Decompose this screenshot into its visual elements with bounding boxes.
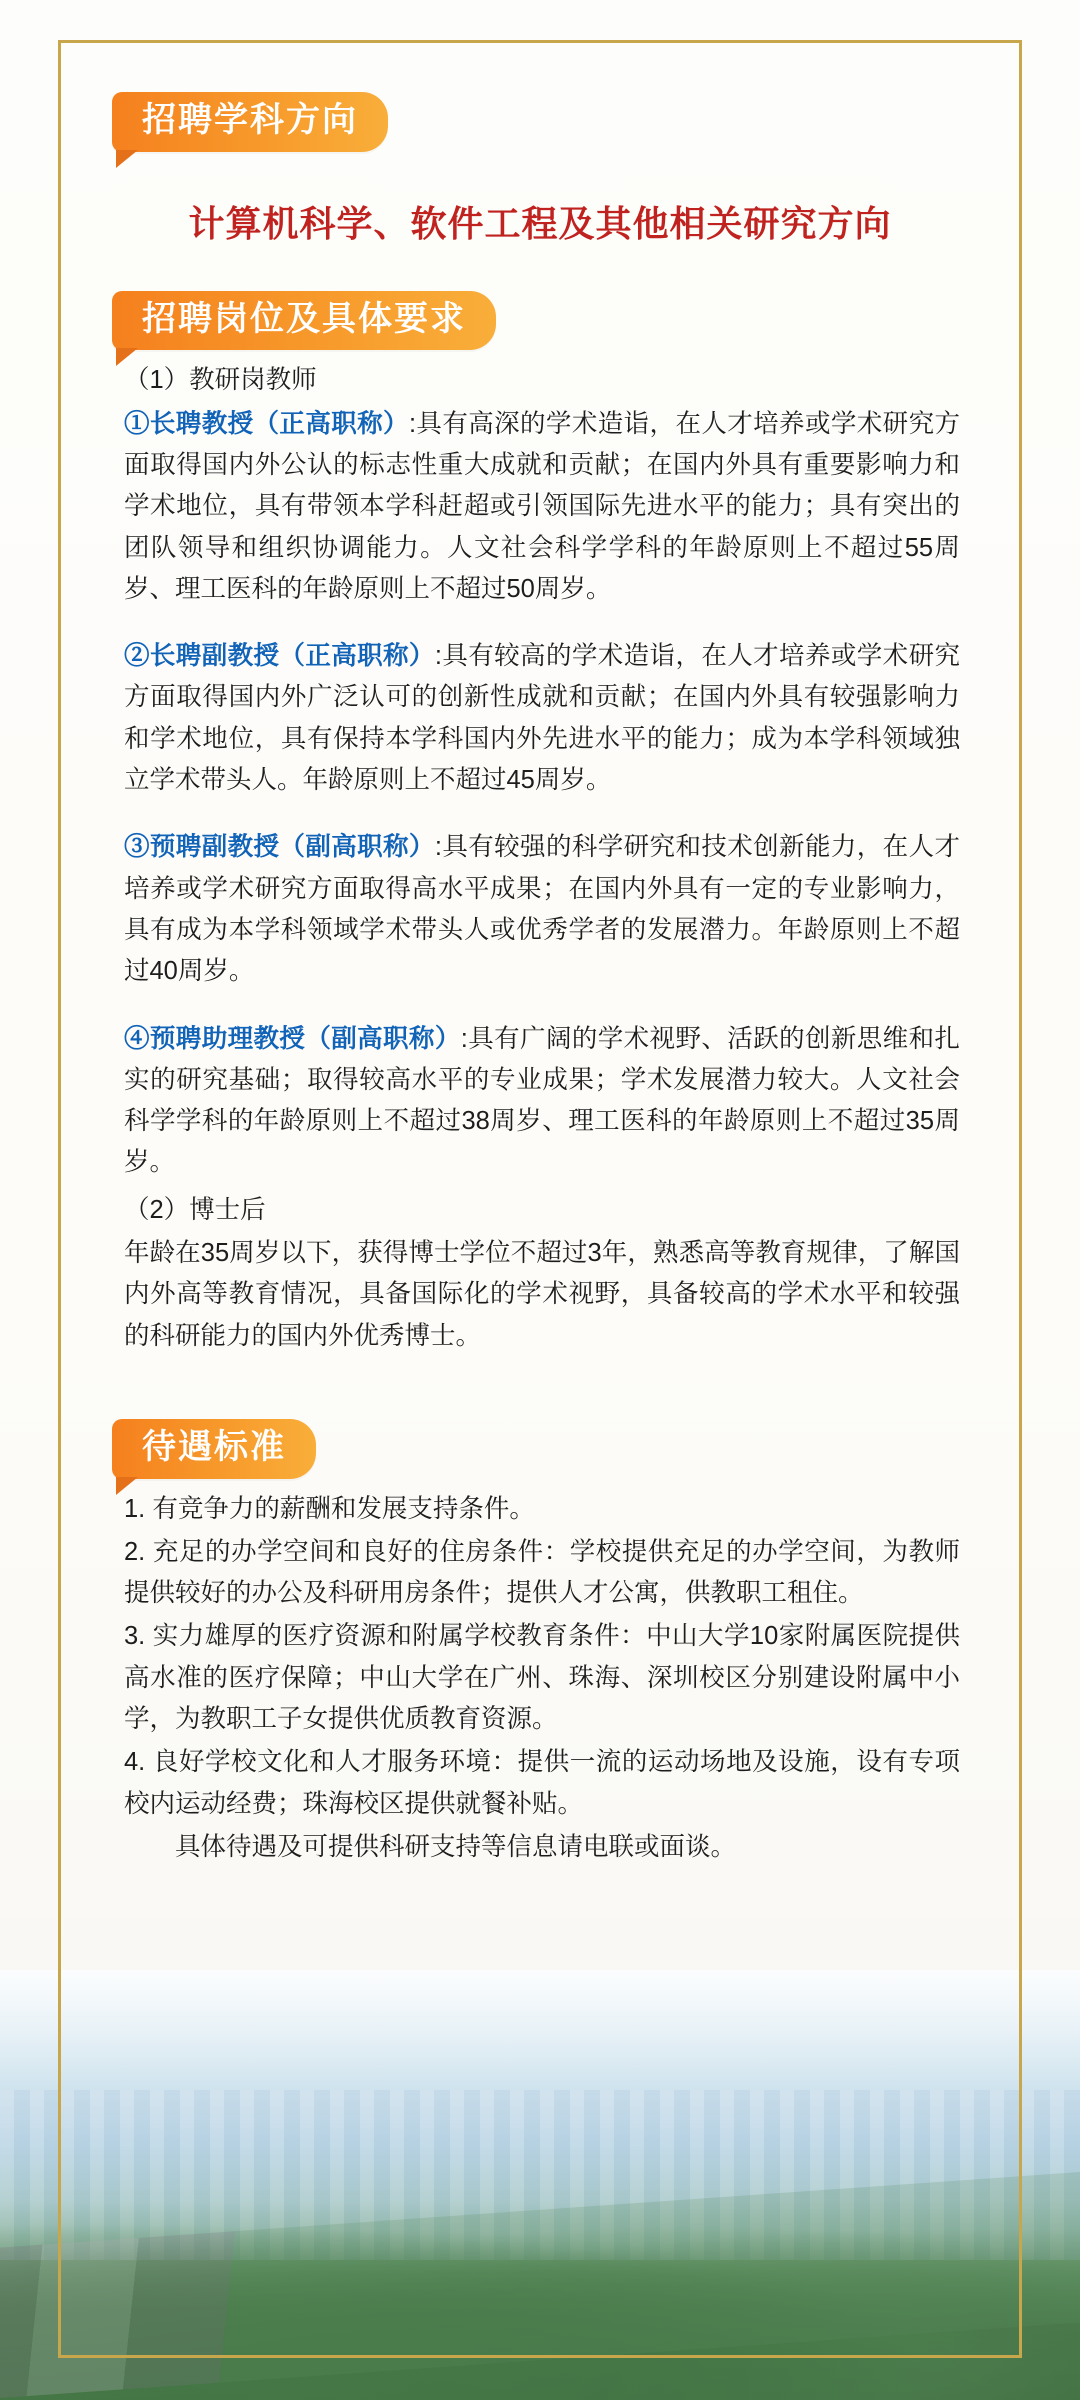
position-item-marker: ④ <box>124 1024 150 1053</box>
position-item-text: :具有较高的学术造诣，在人才培养或学术研究方面取得国内外广泛认可的创新性成就和贡献；在国内外具有较强影响力和学术地位，具有保持本学科国内外先进水平的能力；成为本学科领域独立学术带头人。年龄原则上不超过45周岁。 <box>124 642 960 795</box>
benefit-item: 3. 实力雄厚的医疗资源和附属学校教育条件：中山大学10家附属医院提供高水准的医疗保障；中山大学在广州、珠海、深圳校区分别建设附属中小学，为教职工子女提供优质教育资源。 <box>124 1622 960 1734</box>
section-heading-positions-label: 招聘岗位及具体要求 <box>112 291 496 351</box>
pill-tail-shape <box>116 150 138 168</box>
position-item-marker-title <box>124 642 435 670</box>
positions-group2-label: （2）博士后 <box>124 1195 266 1224</box>
position-item <box>124 404 960 610</box>
position-item-title: 长聘教授（正高职称） <box>149 409 409 438</box>
section-heading-discipline-label: 招聘学科方向 <box>112 92 388 152</box>
benefit-item: 1. 有竞争力的薪酬和发展支持条件。 <box>124 1494 535 1523</box>
benefit-item: 4. 良好学校文化和人才服务环境：提供一流的运动场地及设施，设有专项校内运动经费；珠海校区提供就餐补贴。 <box>124 1748 960 1818</box>
position-item-text: :具有高深的学术造诣，在人才培养或学术研究方面取得国内外公认的标志性重大成就和贡献；在国内外具有重要影响力和学术地位，具有带领本学科赶超或引领国际先进水平的能力；具有突出的团队领导和组织协调能力。人文社会科学学科的年龄原则上不超过55周岁、理工医科的年龄原则上不超过50周岁。 <box>124 409 960 603</box>
bottom-spacer <box>102 1870 978 1910</box>
discipline-headline: 计算机科学、软件工程及其他相关研究方向 <box>188 202 892 244</box>
pill-tail-shape <box>116 1477 138 1495</box>
position-item <box>124 827 960 992</box>
position-item-title: 长聘副教授（正高职称） <box>149 642 435 671</box>
positions-group2-text: 年龄在35周岁以下，获得博士学位不超过3年，熟悉高等教育规律，了解国内外高等教育情况，具备国际化的学术视野，具备较高的学术水平和较强的科研能力的国内外优秀博士。 <box>124 1239 960 1350</box>
positions-group1-label: （1）教研岗教师 <box>124 366 317 395</box>
position-item-marker-title <box>124 410 409 438</box>
poster-content <box>58 40 1022 2358</box>
section-heading-positions <box>112 291 496 351</box>
position-item <box>124 1019 960 1184</box>
section-heading-benefits-label: 待遇标准 <box>112 1419 316 1479</box>
benefit-item: 2. 充足的办学空间和良好的住房条件：学校提供充足的办学空间，为教师提供较好的办公及科研用房条件；提供人才公寓，供教职工租住。 <box>124 1537 960 1608</box>
position-item-text: :具有广阔的学术视野、活跃的创新思维和扎实的研究基础；取得较高水平的专业成果；学术发展潜力较大。人文社会科学学科的年龄原则上不超过38周岁、理工医科的年龄原则上不超过35周岁。 <box>124 1024 960 1177</box>
position-item <box>124 636 960 801</box>
position-item-title: 预聘副教授（副高职称） <box>149 833 435 862</box>
position-item-marker: ① <box>124 409 150 438</box>
position-item-marker-title <box>124 1025 461 1053</box>
section-heading-discipline <box>112 92 388 152</box>
position-item-marker: ③ <box>124 833 150 862</box>
section-heading-benefits <box>112 1419 316 1479</box>
benefits-body <box>102 1489 978 1869</box>
position-item-marker-title <box>124 833 435 861</box>
pill-tail-shape <box>116 348 138 366</box>
benefits-footer: 具体待遇及可提供科研支持等信息请电联或面谈。 <box>175 1832 737 1861</box>
position-item-text: :具有较强的科学研究和技术创新能力，在人才培养或学术研究方面取得高水平成果；在国内外具有一定的专业影响力，具有成为本学科领域学术带头人或优秀学者的发展潜力。年龄原则上不超过40周岁。 <box>124 833 960 986</box>
benefits-section <box>102 1363 978 1868</box>
positions-body <box>102 360 978 1357</box>
position-item-marker: ② <box>124 642 150 671</box>
position-item-title: 预聘助理教授（副高职称） <box>149 1024 461 1053</box>
